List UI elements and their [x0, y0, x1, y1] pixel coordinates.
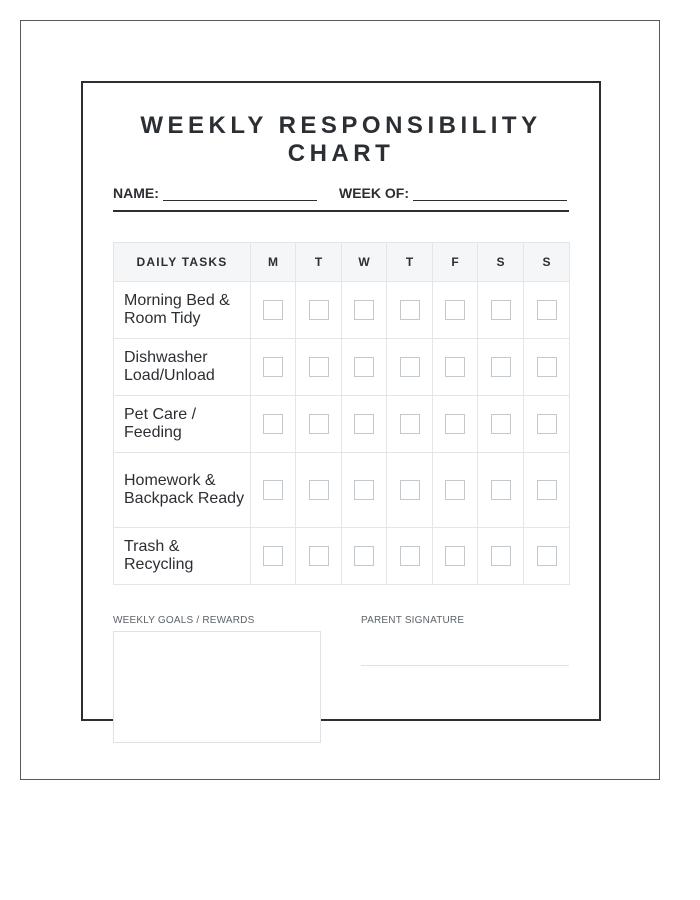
day-cell: [524, 396, 570, 453]
day-cell: [478, 282, 524, 339]
week-of-field: [339, 185, 567, 201]
day-cell: [433, 453, 478, 528]
task-checkbox[interactable]: [445, 300, 465, 320]
day-cell: [296, 339, 342, 396]
day-cell: [251, 528, 296, 585]
task-checkbox[interactable]: [309, 480, 329, 500]
task-checkbox[interactable]: [491, 414, 511, 434]
task-checkbox[interactable]: [309, 300, 329, 320]
chart-title: [113, 112, 569, 168]
chart-title-line-1: WEEKLY RESPONSIBILITY: [140, 112, 542, 139]
day-header: S: [524, 243, 570, 282]
day-cell: [296, 453, 342, 528]
task-checkbox[interactable]: [445, 414, 465, 434]
task-checkbox[interactable]: [354, 546, 374, 566]
name-field: [113, 185, 317, 201]
day-cell: [342, 339, 387, 396]
task-checkbox[interactable]: [537, 300, 557, 320]
day-header: T: [387, 243, 433, 282]
task-checkbox[interactable]: [491, 300, 511, 320]
day-cell: [433, 282, 478, 339]
day-cell: [387, 282, 433, 339]
week-of-label: WEEK OF:: [339, 185, 409, 201]
task-checkbox[interactable]: [354, 357, 374, 377]
day-cell: [433, 528, 478, 585]
task-checkbox[interactable]: [445, 480, 465, 500]
name-blank-line[interactable]: [163, 186, 317, 201]
day-cell: [524, 339, 570, 396]
table-row: [114, 528, 570, 585]
task-checkbox[interactable]: [491, 480, 511, 500]
task-checkbox[interactable]: [263, 480, 283, 500]
task-label: Trash & Recycling: [114, 528, 251, 585]
task-checkbox[interactable]: [263, 300, 283, 320]
task-label: Dishwasher Load/Unload: [114, 339, 251, 396]
task-checkbox[interactable]: [491, 357, 511, 377]
table-row: [114, 282, 570, 339]
day-cell: [342, 396, 387, 453]
day-cell: [387, 396, 433, 453]
task-checkbox[interactable]: [537, 480, 557, 500]
task-checkbox[interactable]: [354, 300, 374, 320]
task-checkbox[interactable]: [445, 546, 465, 566]
day-cell: [478, 396, 524, 453]
task-checkbox[interactable]: [263, 357, 283, 377]
day-cell: [296, 396, 342, 453]
task-checkbox[interactable]: [491, 546, 511, 566]
day-cell: [524, 282, 570, 339]
table-row: [114, 339, 570, 396]
task-checkbox[interactable]: [309, 414, 329, 434]
task-checkbox[interactable]: [400, 414, 420, 434]
name-label: NAME:: [113, 185, 159, 201]
day-cell: [296, 282, 342, 339]
task-checkbox[interactable]: [400, 546, 420, 566]
day-cell: [342, 453, 387, 528]
day-cell: [478, 528, 524, 585]
day-cell: [387, 453, 433, 528]
day-cell: [251, 396, 296, 453]
day-header: S: [478, 243, 524, 282]
task-checkbox[interactable]: [263, 414, 283, 434]
day-cell: [524, 453, 570, 528]
weekly-goals-box[interactable]: [113, 631, 321, 743]
task-checkbox[interactable]: [400, 300, 420, 320]
day-cell: [342, 528, 387, 585]
day-header: T: [296, 243, 342, 282]
task-checkbox[interactable]: [537, 357, 557, 377]
day-cell: [478, 453, 524, 528]
task-label: Homework & Backpack Ready: [114, 453, 251, 528]
day-cell: [524, 528, 570, 585]
task-checkbox[interactable]: [354, 480, 374, 500]
day-cell: [387, 339, 433, 396]
task-checkbox[interactable]: [400, 357, 420, 377]
responsibility-table: [113, 242, 570, 585]
day-header: W: [342, 243, 387, 282]
table-body: [114, 282, 570, 585]
day-header: M: [251, 243, 296, 282]
day-cell: [342, 282, 387, 339]
day-cell: [251, 453, 296, 528]
task-checkbox[interactable]: [537, 546, 557, 566]
task-label: Pet Care / Feeding: [114, 396, 251, 453]
week-of-blank-line[interactable]: [413, 186, 567, 201]
task-checkbox[interactable]: [263, 546, 283, 566]
parent-signature-label: PARENT SIGNATURE: [361, 615, 465, 626]
day-cell: [251, 282, 296, 339]
task-checkbox[interactable]: [400, 480, 420, 500]
task-checkbox[interactable]: [445, 357, 465, 377]
daily-tasks-header: DAILY TASKS: [114, 243, 251, 282]
parent-signature-line[interactable]: [361, 665, 569, 666]
table-row: [114, 396, 570, 453]
chart-title-line-2: CHART: [287, 140, 395, 167]
weekly-goals-label: WEEKLY GOALS / REWARDS: [113, 615, 255, 626]
day-cell: [433, 339, 478, 396]
task-label: Morning Bed & Room Tidy: [114, 282, 251, 339]
task-checkbox[interactable]: [309, 357, 329, 377]
table-header-row: [114, 243, 570, 282]
task-checkbox[interactable]: [354, 414, 374, 434]
day-cell: [251, 339, 296, 396]
day-header: F: [433, 243, 478, 282]
name-week-fields: [113, 183, 569, 212]
day-cell: [478, 339, 524, 396]
day-cell: [296, 528, 342, 585]
table-row: [114, 453, 570, 528]
day-cell: [387, 528, 433, 585]
day-cell: [433, 396, 478, 453]
task-checkbox[interactable]: [537, 414, 557, 434]
task-checkbox[interactable]: [309, 546, 329, 566]
